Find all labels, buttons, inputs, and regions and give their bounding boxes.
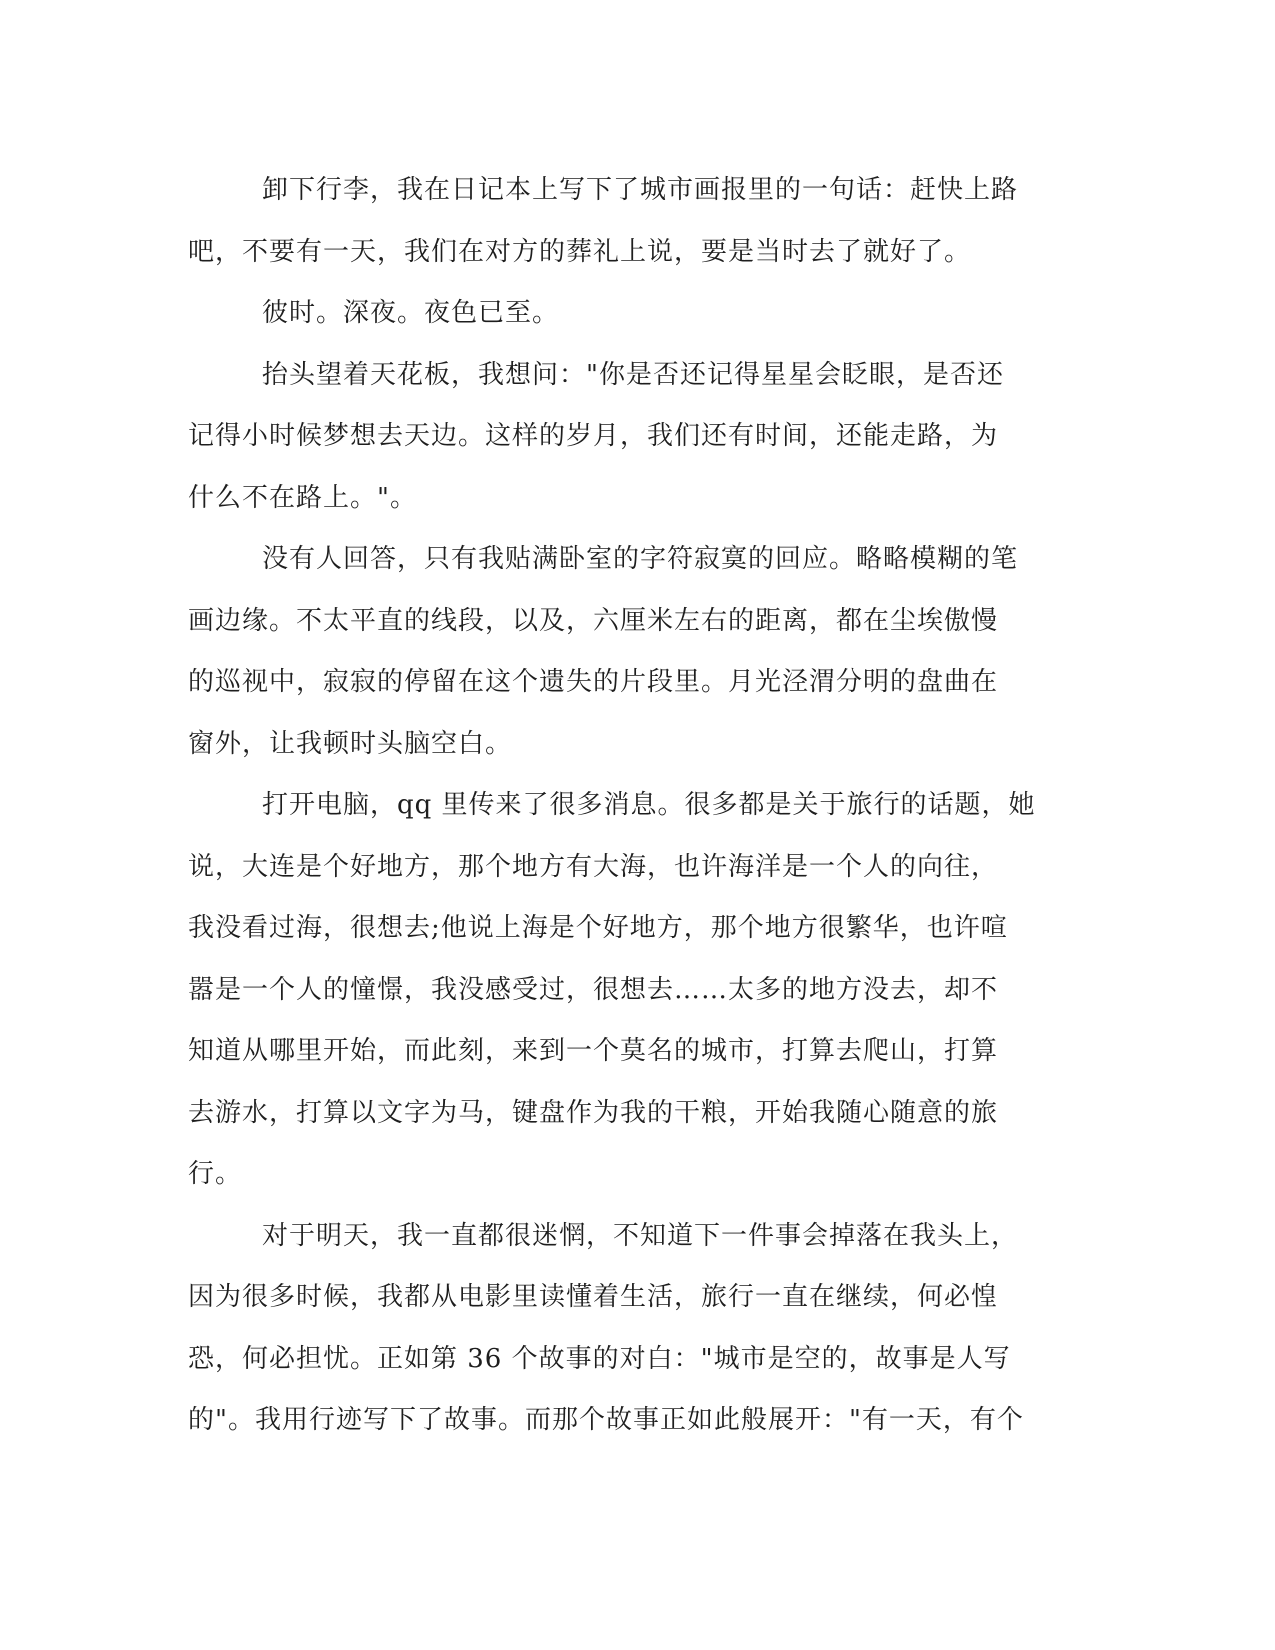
paragraph-line: 的巡视中，寂寂的停留在这个遗失的片段里。月光泾渭分明的盘曲在 — [188, 667, 999, 697]
paragraph-line: 说，大连是个好地方，那个地方有大海，也许海洋是一个人的向往， — [188, 851, 999, 882]
paragraph-line: 嚣是一个人的憧憬，我没感受过，很想去……太多的地方没去，却不 — [188, 974, 999, 1005]
paragraph-line: 什么不在路上。"。 — [188, 482, 417, 513]
paragraph-line: 吧，不要有一天，我们在对方的葬礼上说，要是当时去了就好了。 — [188, 236, 972, 267]
paragraph-line: 卸下行李，我在日记本上写下了城市画报里的一句话：赶快上路 — [262, 175, 1019, 205]
paragraph-line: 对于明天，我一直都很迷惘，不知道下一件事会掉落在我头上， — [262, 1220, 1019, 1251]
paragraph-line: 恐，何必担忧。正如第 36 个故事的对白："城市是空的，故事是人写 — [188, 1343, 1011, 1374]
paragraph-line: 我没看过海，很想去;他说上海是个好地方，那个地方很繁华，也许喧 — [188, 913, 1008, 943]
paragraph-line: 画边缘。不太平直的线段，以及，六厘米左右的距离，都在尘埃傲慢 — [188, 605, 999, 636]
paragraph-line: 抬头望着天花板，我想问："你是否还记得星星会眨眼，是否还 — [262, 359, 1004, 390]
paragraph-line: 行。 — [188, 1159, 243, 1189]
paragraph-line: 窗外，让我顿时头脑空白。 — [188, 728, 513, 759]
paragraph-line: 打开电脑，qq 里传来了很多消息。很多都是关于旅行的话题，她 — [262, 790, 1036, 820]
paragraph-line: 知道从哪里开始，而此刻，来到一个莫名的城市，打算去爬山，打算 — [188, 1036, 999, 1066]
paragraph-line: 没有人回答，只有我贴满卧室的字符寂寞的回应。略略模糊的笔 — [262, 544, 1019, 574]
paragraph-line: 的"。我用行迹写下了故事。而那个故事正如此般展开："有一天，有个 — [188, 1405, 1024, 1435]
paragraph-line: 彼时。深夜。夜色已至。 — [262, 298, 560, 328]
paragraph-line: 因为很多时候，我都从电影里读懂着生活，旅行一直在继续，何必惶 — [188, 1282, 999, 1312]
document-body — [188, 160, 1068, 1452]
paragraph-line: 去游水，打算以文字为马，键盘作为我的干粮，开始我随心随意的旅 — [188, 1097, 999, 1128]
paragraph-line: 记得小时候梦想去天边。这样的岁月，我们还有时间，还能走路，为 — [188, 421, 999, 451]
